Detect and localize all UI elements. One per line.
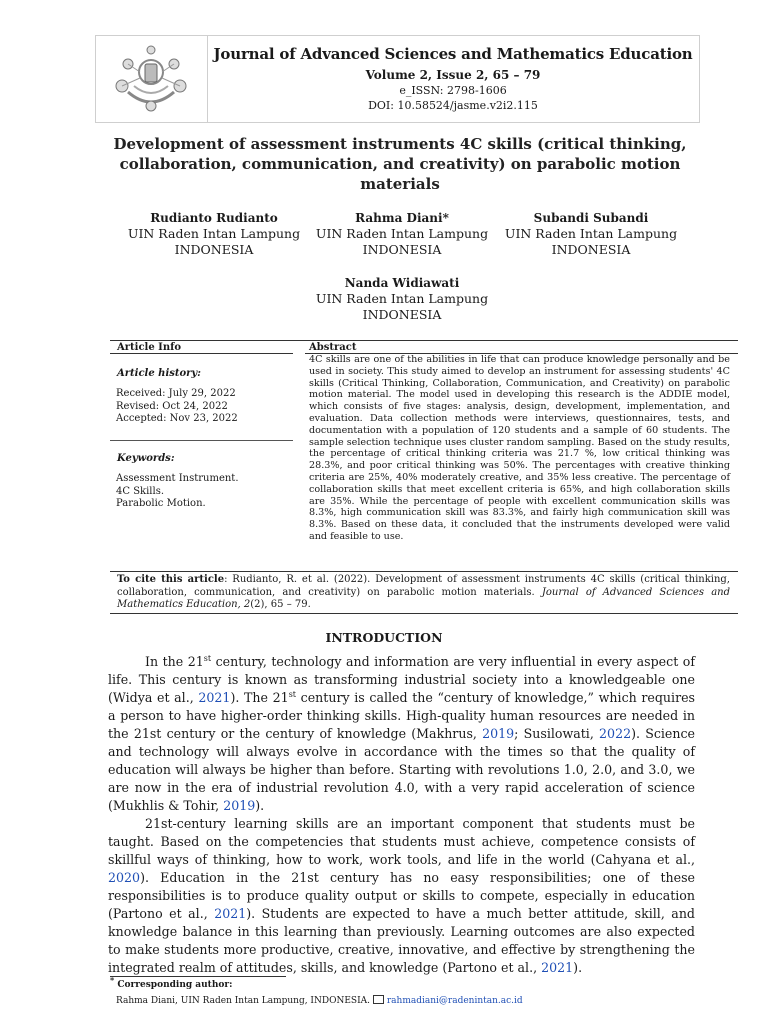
paragraph: In the 21st century, technology and information are very influential in every aspect of life. This century is known as transforming industrial society into a knowledgeable one (Widya et al., 2021). The 21st century is called the “century of knowledge,” which requires a person to have higher-order thinking skills. High-quality human resources are needed in the 21st century or the century of knowledge (Makhrus, 2019; Susilowati, 2022). Science and technology will always evolve in accordance with the times so that the quality of education will always be higher than before. Starting with revolutions 1.0, 2.0, and 3.0, we are now in the era of industrial revolution 4.0, with a very rapid acceleration of science (Mukhlis & Tohir, 2019). (108, 653, 696, 813)
footnote-label (110, 975, 233, 990)
abstract-text: 4C skills are one of the abilities in life that can produce knowledge personally and be used in society. This study aimed to develop an instrument for assessing students' 4C skills (Critical Thinking, Collaboration, Communication, and Creativity) on parabolic motion material. The model used in developing this research is the ADDIE model, which consists of five stages: analysis, design, development, implementation, and evaluation. Data collection methods were interviews, questionnaires, tests, and documentation with a population of 120 students and a sample of 60 students. The sample selection technique uses cluster random sampling. Based on the study results, the percentage of critical thinking criteria was 21.7 %, low critical thinking was 28.3%, and poor critical thinking was 50%. The percentages with creative thinking criteria are 25%, 40% moderately creative, and 35% less creative. The percentage of collaboration skills that meet excellent criteria is 65%, and high collaboration skills are 35%. While the percentage of people with excellent communication skills was 8.3%, high communication skill was 83.3%, and fairly high communication skill was 8.3%. Based on these data, it concluded that the instruments developed were valid and feasible to use. (309, 354, 730, 542)
envelope-icon (373, 995, 384, 1004)
author-4 (302, 275, 502, 323)
article-history-label: Article history: (117, 368, 201, 379)
citation-link[interactable]: 2021 (198, 690, 231, 705)
author-affiliation: UIN Raden Intan Lampung (315, 291, 489, 306)
keyword: 4C Skills. (116, 485, 165, 497)
received-date: Received: July 29, 2022 (116, 388, 236, 399)
citation-link[interactable]: 2019 (223, 798, 256, 813)
author-3 (491, 210, 691, 258)
abstract-heading: Abstract (309, 342, 357, 353)
author-affiliation: UIN Raden Intan Lampung (315, 226, 489, 241)
author-country: INDONESIA (174, 242, 254, 257)
table-top-rule (110, 340, 738, 341)
corresponding-author-label: Corresponding author: (117, 980, 233, 990)
journal-header (95, 35, 700, 123)
revised-date: Revised: Oct 24, 2022 (116, 400, 228, 412)
info-mid-rule (110, 440, 293, 441)
author-name: Rudianto Rudianto (150, 211, 278, 225)
accepted-date: Accepted: Nov 23, 2022 (116, 413, 238, 424)
introduction-heading: INTRODUCTION (325, 630, 443, 645)
citation-bottom-rule (110, 613, 738, 614)
citation (117, 574, 730, 612)
doi: DOI: 10.58524/jasme.v2i2.115 (368, 99, 538, 112)
article-info-heading: Article Info (117, 342, 182, 353)
keyword: Parabolic Motion. (116, 498, 206, 509)
author-affiliation: UIN Raden Intan Lampung (504, 226, 678, 241)
author-country: INDONESIA (362, 242, 442, 257)
author-2 (302, 210, 502, 258)
keywords-label: Keywords: (117, 453, 175, 464)
footnote-rule (110, 976, 286, 977)
keyword: Assessment Instrument. (116, 473, 239, 484)
citation-label: To cite this article (117, 574, 225, 585)
journal-logo (96, 36, 208, 122)
author-name: Subandi Subandi (533, 211, 649, 225)
citation-link[interactable]: 2021 (214, 906, 247, 921)
citation-issue: (2), 65 – 79. (250, 599, 311, 610)
citation-link[interactable]: 2021 (541, 960, 574, 975)
journal-logo-icon (108, 42, 194, 116)
footnote-star: * (110, 975, 115, 985)
citation-text: : Rudianto, R. et al. (2022). Development of assessment instruments 4C skills (critical thinking, collaboration, communication, and creativity) on parabolic motion materials. (117, 574, 730, 598)
info-head-rule (110, 353, 293, 354)
footnote-text (116, 994, 523, 1006)
author-country: INDONESIA (551, 242, 631, 257)
volume-info: Volume 2, Issue 2, 65 – 79 (365, 68, 541, 82)
author-1 (114, 210, 314, 258)
introduction-body (108, 653, 695, 977)
author-name: Nanda Widiawati (344, 276, 460, 290)
author-affiliation: UIN Raden Intan Lampung (127, 226, 301, 241)
issn: e_ISSN: 2798-1606 (399, 84, 507, 97)
article-history (116, 388, 238, 426)
paragraph: 21st-century learning skills are an important component that students must be taught. Based on the competencies that students must achieve, competence consists of skillful ways of thinking, how to work, work tools, and life in the world (Cahyana et al., 2020). Education in the 21st century has no easy responsibilities; one of these responsibilities is to produce quality output or skills to compete, especially in education (Partono et al., 2021). Students are expected to have a much better attitude, skill, and knowledge balance in this learning than previously. Learning outcomes are also expected to make students more productive, creative, innovative, and effective by strengthening the integrated realm of attitudes, skills, and knowledge (Partono et al., 2021). (108, 816, 695, 975)
article-title: Development of assessment instruments 4C skills (critical thinking, collaboration, communication, and creativity) on parabolic motion materials (113, 135, 687, 193)
keywords-list (116, 473, 239, 511)
citation-link[interactable]: 2019 (482, 726, 515, 741)
citation-link[interactable]: 2022 (599, 726, 632, 741)
author-country: INDONESIA (362, 307, 442, 322)
corresponding-author: Rahma Diani, UIN Raden Intan Lampung, INDONESIA. (116, 996, 373, 1006)
author-name: Rahma Diani* (355, 211, 449, 225)
journal-title: Journal of Advanced Sciences and Mathematics Education (213, 45, 693, 63)
email-link[interactable]: rahmadiani@radenintan.ac.id (386, 996, 523, 1006)
journal-info (207, 36, 699, 122)
citation-journal: Journal of Advanced Sciences and Mathematics Education, 2 (117, 586, 730, 610)
citation-link[interactable]: 2020 (108, 870, 141, 885)
table-bottom-rule (110, 571, 738, 572)
